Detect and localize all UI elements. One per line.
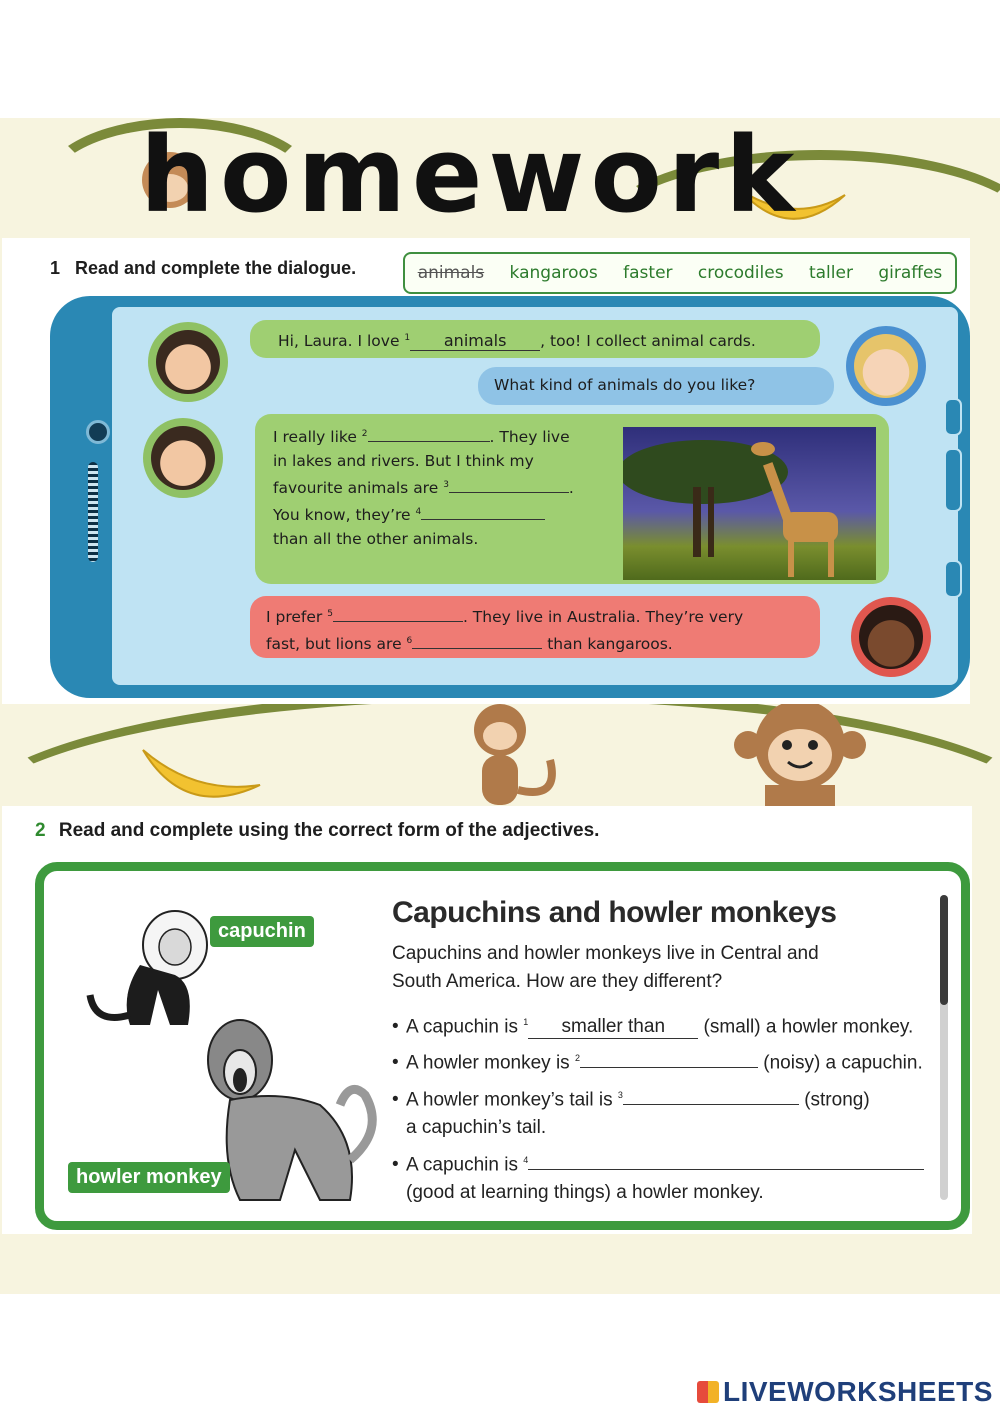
avatar-laura [846, 326, 926, 406]
exercise-item-2 [392, 1044, 923, 1077]
avatar-face [156, 330, 220, 394]
bubble-text: fast, but lions are [266, 635, 407, 654]
answer-blank-1[interactable]: animals [410, 332, 540, 351]
bubble-text: . [568, 479, 574, 498]
exercise-item-4 [392, 1146, 924, 1207]
giraffe-photo [623, 427, 876, 580]
blank-number: 5 [327, 609, 333, 619]
dialogue-bubble-1 [250, 320, 820, 358]
item-text: a capuchin’s tail. [406, 1117, 547, 1139]
bullet: • [392, 1052, 399, 1074]
dialogue-bubble-4 [250, 596, 820, 658]
liveworksheets-icon [697, 1381, 719, 1403]
liveworksheets-logo [697, 1376, 993, 1408]
exercise-item-1 [392, 1008, 913, 1041]
blank-number: 6 [406, 636, 413, 647]
monkey-icon [430, 700, 570, 810]
answer-blank-item-3[interactable] [623, 1104, 799, 1105]
page-title [140, 114, 940, 236]
article-intro: Capuchins and howler monkeys live in Central and South America. How are they different? [392, 943, 819, 992]
bubble-text: You know, they’re [273, 506, 416, 525]
title-text: homework [140, 114, 801, 236]
word-bank-item: kangaroos [509, 263, 598, 283]
bubble-text: Hi, Laura. I love [278, 332, 405, 351]
speaker-grille [88, 462, 98, 562]
bubble-text: , too! I collect animal cards. [540, 332, 756, 351]
answer-blank-5[interactable] [333, 621, 463, 622]
answer-blank-item-1[interactable]: smaller than [528, 1016, 698, 1039]
item-text: (strong) [798, 1089, 870, 1111]
bubble-text: I prefer [266, 608, 328, 627]
blank-number: 1 [404, 333, 411, 343]
blank-number: 2 [574, 1053, 580, 1063]
monkey-icon [690, 700, 900, 810]
bubble-text: . They live in Australia. They’re very [462, 608, 744, 627]
banana-icon [135, 740, 265, 810]
avatar-girl [851, 597, 931, 677]
word-bank-item: faster [623, 263, 673, 283]
blank-number: 4 [415, 507, 422, 518]
word-bank [403, 252, 957, 294]
item-text: (noisy) a capuchin. [757, 1052, 923, 1074]
exercise-1-heading [50, 258, 356, 279]
item-text: A capuchin is [406, 1016, 524, 1038]
scrollbar-thumb[interactable] [940, 895, 948, 1005]
bubble-text: in lakes and rivers. But I think my [273, 452, 534, 471]
giraffe-image [623, 427, 876, 580]
answer-blank-item-4[interactable] [528, 1169, 924, 1170]
bubble-text: than kangaroos. [542, 635, 673, 654]
item-text: (good at learning things) a howler monkey. [406, 1182, 764, 1204]
word-bank-item: crocodiles [697, 263, 784, 283]
bubble-text: favourite animals are [273, 479, 444, 498]
exercise-instruction: Read and complete using the correct form of the adjectives. [58, 820, 600, 841]
dialogue-bubble-2 [478, 367, 834, 405]
exercise-number: 1 [50, 258, 61, 278]
capuchin-illustration [80, 905, 210, 1035]
avatar-boy [148, 322, 228, 402]
phone-side-button [944, 560, 962, 598]
word-bank-item: animals [417, 263, 485, 283]
bubble-text: I really like [273, 428, 362, 447]
answer-blank-6[interactable] [412, 648, 542, 649]
exercise-2-heading [35, 820, 599, 842]
phone-side-button [944, 448, 962, 512]
word-bank-item: taller [808, 263, 853, 283]
avatar-face [854, 334, 918, 398]
blank-number: 2 [361, 429, 368, 439]
scrollbar[interactable] [940, 895, 948, 1200]
item-text: A howler monkey’s tail is [406, 1089, 618, 1111]
blank-number: 4 [523, 1155, 529, 1165]
word-bank-item: giraffes [878, 263, 943, 283]
bullet: • [392, 1016, 399, 1038]
bubble-text: . They live [489, 428, 570, 447]
phone-side-button [944, 398, 962, 436]
bubble-text: What kind of animals do you like? [494, 376, 756, 394]
article-title: Capuchins and howler monkeys [392, 896, 837, 929]
avatar-boy [143, 418, 223, 498]
avatar-face [859, 605, 923, 669]
bullet: • [392, 1089, 399, 1111]
blank-number: 3 [617, 1090, 623, 1100]
exercise-number: 2 [35, 820, 46, 841]
answer-blank-item-2[interactable] [580, 1067, 758, 1068]
bubble-text: than all the other animals. [273, 530, 479, 549]
capuchin-tag: capuchin [210, 916, 314, 947]
answer-blank-4[interactable] [421, 519, 545, 520]
answer-blank-2[interactable] [368, 441, 490, 442]
item-text: A capuchin is [406, 1154, 524, 1176]
blank-number: 1 [523, 1017, 529, 1027]
item-text: (small) a howler monkey. [698, 1016, 914, 1038]
answer-blank-3[interactable] [449, 492, 569, 493]
howler-monkey-tag: howler monkey [68, 1162, 230, 1193]
camera-icon [86, 420, 110, 444]
brand-text: LIVEWORKSHEETS [723, 1376, 993, 1407]
item-text: A howler monkey is [406, 1052, 575, 1074]
exercise-instruction: Read and complete the dialogue. [75, 258, 357, 278]
bullet: • [392, 1154, 399, 1176]
blank-number: 3 [443, 480, 449, 491]
avatar-face [151, 426, 215, 490]
exercise-item-3 [392, 1081, 870, 1142]
